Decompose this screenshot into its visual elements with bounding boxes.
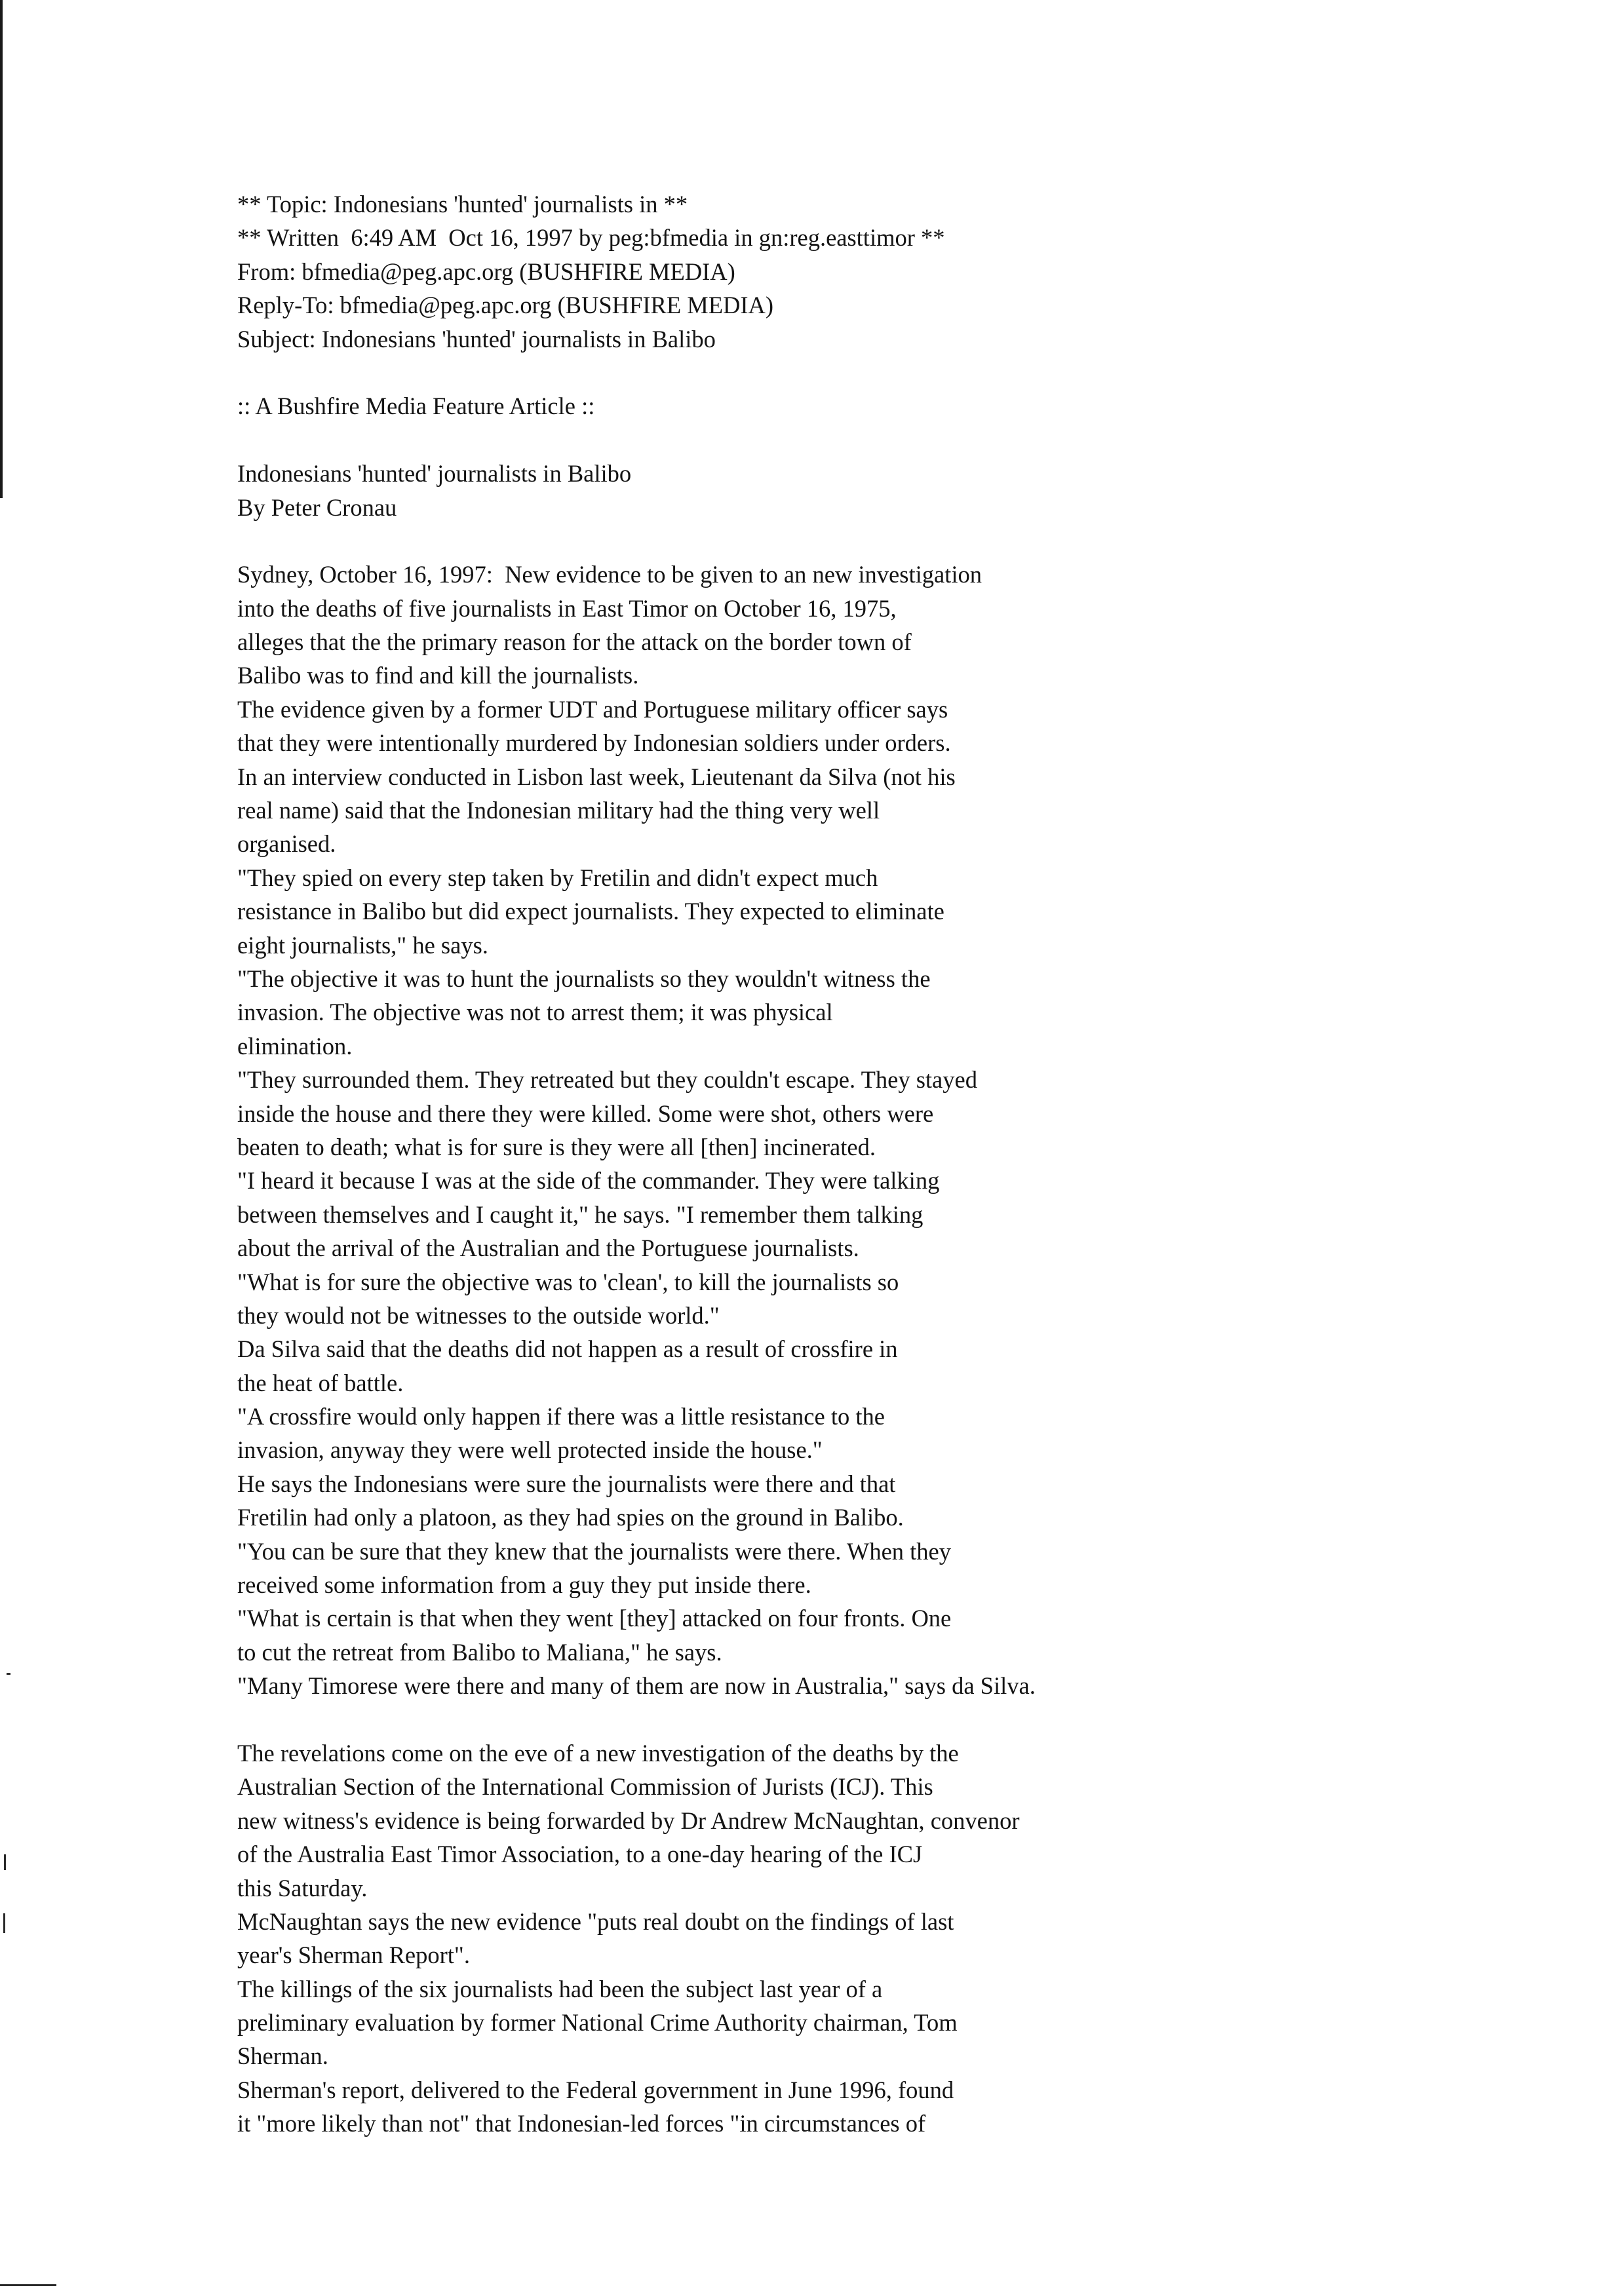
scan-mark — [7, 1673, 10, 1675]
body-line: Da Silva said that the deaths did not happen as a result of crossfire in — [237, 1335, 898, 1363]
body-line: that they were intentionally murdered by Indonesian soldiers under orders. — [237, 729, 951, 757]
body-line: Sydney, October 16, 1997: New evidence to be given to an new investigation — [237, 561, 982, 588]
body-line: The revelations come on the eve of a new investigation of the deaths by the — [237, 1739, 959, 1767]
body-line: Sherman. — [237, 2042, 328, 2070]
scan-edge-bottom — [0, 2284, 56, 2286]
scan-edge-left — [0, 0, 3, 498]
email-header — [237, 187, 1417, 356]
article-body-part2 — [237, 1736, 1417, 2141]
header-line: ** Written 6:49 AM Oct 16, 1997 by peg:bfmedia in gn:reg.easttimor ** — [237, 224, 945, 252]
body-line: The evidence given by a former UDT and Portuguese military officer says — [237, 695, 948, 723]
body-line: "What is for sure the objective was to 'clean', to kill the journalists so — [237, 1268, 899, 1295]
body-line: resistance in Balibo but did expect journalists. They expected to eliminate — [237, 898, 944, 925]
body-line: elimination. — [237, 1032, 353, 1060]
body-line: Australian Section of the International Commission of Jurists (ICJ). This — [237, 1773, 933, 1801]
body-line: "Many Timorese were there and many of them are now in Australia," says da Silva. — [237, 1672, 1036, 1700]
body-line: Sherman's report, delivered to the Federal government in June 1996, found — [237, 2076, 954, 2103]
article-body-part1 — [237, 558, 1417, 1702]
body-line: "What is certain is that when they went [they] attacked on four fronts. One — [237, 1605, 952, 1632]
body-line: received some information from a guy they put inside there. — [237, 1571, 811, 1599]
scan-mark — [4, 1854, 6, 1870]
body-line: the heat of battle. — [237, 1369, 404, 1396]
header-line: From: bfmedia@peg.apc.org (BUSHFIRE MEDIA) — [237, 258, 735, 285]
body-line: "You can be sure that they knew that the journalists were there. When they — [237, 1537, 951, 1565]
body-line: invasion. The objective was not to arrest them; it was physical — [237, 999, 833, 1026]
body-line: beaten to death; what is for sure is they were all [then] incinerated. — [237, 1133, 876, 1160]
body-line: inside the house and there they were killed. Some were shot, others were — [237, 1100, 934, 1127]
body-line: alleges that the the primary reason for the attack on the border town of — [237, 628, 912, 656]
spacer — [237, 423, 1417, 457]
body-line: "A crossfire would only happen if there was a little resistance to the — [237, 1403, 885, 1430]
body-line: "They surrounded them. They retreated but they couldn't escape. They stayed — [237, 1066, 977, 1094]
header-line: Reply-To: bfmedia@peg.apc.org (BUSHFIRE MEDIA) — [237, 292, 774, 319]
spacer — [237, 1703, 1417, 1736]
body-line: to cut the retreat from Balibo to Maliana," he says. — [237, 1638, 722, 1666]
body-line: invasion, anyway they were well protected inside the house." — [237, 1436, 823, 1464]
body-line: In an interview conducted in Lisbon last week, Lieutenant da Silva (not his — [237, 763, 956, 790]
header-line: Subject: Indonesians 'hunted' journalists in Balibo — [237, 325, 716, 353]
body-line: Balibo was to find and kill the journalists. — [237, 662, 639, 689]
body-line: between themselves and I caught it," he says. "I remember them talking — [237, 1200, 924, 1228]
body-line: "The objective it was to hunt the journalists so they wouldn't witness the — [237, 965, 931, 992]
scan-mark — [3, 1913, 5, 1933]
article-title: Indonesians 'hunted' journalists in Balibo — [237, 460, 632, 488]
article-byline: By Peter Cronau — [237, 493, 397, 521]
body-line: Fretilin had only a platoon, as they had spies on the ground in Balibo. — [237, 1504, 904, 1531]
body-line: about the arrival of the Australian and the Portuguese journalists. — [237, 1234, 859, 1262]
body-line: McNaughtan says the new evidence "puts real doubt on the findings of last — [237, 1907, 954, 1935]
body-line: real name) said that the Indonesian military had the thing very well — [237, 797, 880, 824]
spacer — [237, 356, 1417, 389]
body-line: new witness's evidence is being forwarded by Dr Andrew McNaughtan, convenor — [237, 1807, 1020, 1834]
body-line: this Saturday. — [237, 1874, 368, 1902]
body-line: year's Sherman Report". — [237, 1942, 470, 1969]
header-line: ** Topic: Indonesians 'hunted' journalists in ** — [237, 191, 688, 218]
body-line: organised. — [237, 830, 336, 858]
body-line: "I heard it because I was at the side of the commander. They were talking — [237, 1167, 940, 1195]
document-page — [237, 187, 1417, 2141]
feature-label: :: A Bushfire Media Feature Article :: — [237, 392, 595, 420]
spacer — [237, 524, 1417, 558]
body-line: it "more likely than not" that Indonesian-led forces "in circumstances of — [237, 2110, 926, 2137]
body-line: The killings of the six journalists had been the subject last year of a — [237, 1975, 883, 2002]
body-line: preliminary evaluation by former National Crime Authority chairman, Tom — [237, 2009, 958, 2037]
body-line: He says the Indonesians were sure the journalists were there and that — [237, 1470, 896, 1497]
body-line: of the Australia East Timor Association, to a one-day hearing of the ICJ — [237, 1841, 923, 1868]
body-line: "They spied on every step taken by Fretilin and didn't expect much — [237, 864, 878, 891]
body-line: into the deaths of five journalists in East Timor on October 16, 1975, — [237, 594, 897, 622]
body-line: they would not be witnesses to the outside world." — [237, 1301, 720, 1329]
body-line: eight journalists," he says. — [237, 931, 488, 959]
